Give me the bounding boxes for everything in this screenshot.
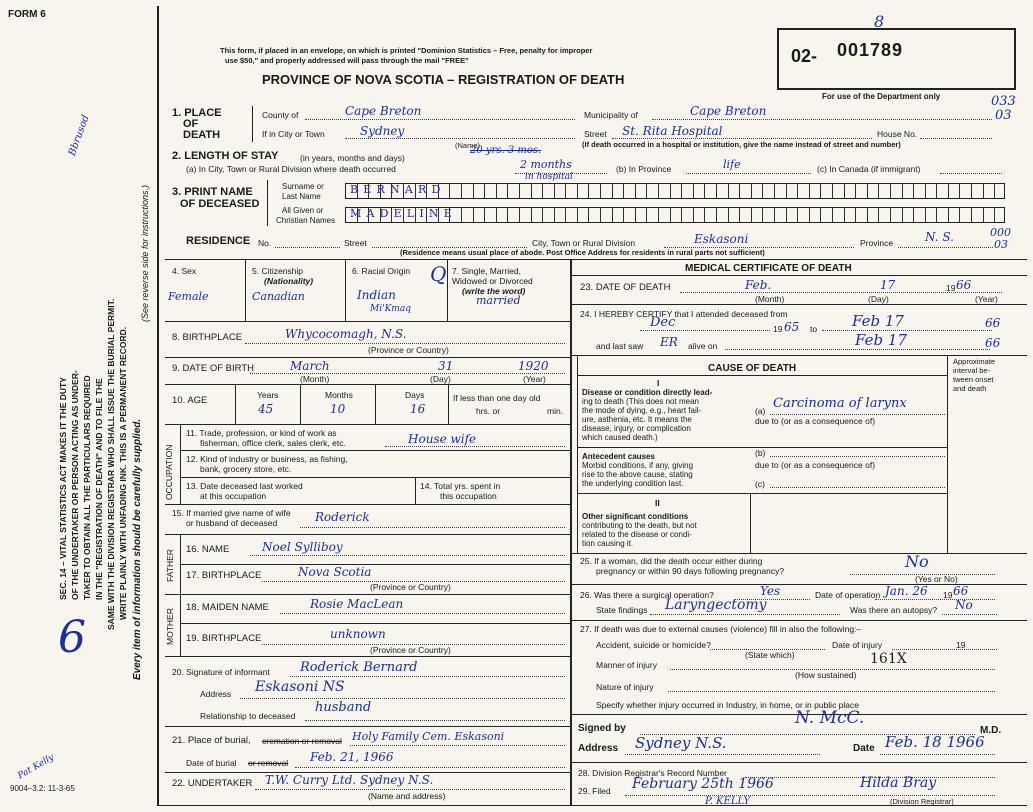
manner-mark: 161X xyxy=(870,651,907,667)
name-label-1: 3. PRINT NAME xyxy=(172,186,253,198)
nature-label: Nature of injury xyxy=(596,682,654,692)
alive-year: 66 xyxy=(985,336,1001,350)
city-label: If in City or Town xyxy=(262,129,325,139)
stay-label: 2. LENGTH OF STAY xyxy=(172,150,279,162)
cause-b-label: (b) xyxy=(755,448,766,458)
dept-code-1: 033 xyxy=(991,94,1016,109)
age-years-value: 45 xyxy=(258,402,274,416)
antecedent-2: Morbid conditions, if any, giving xyxy=(582,461,694,470)
spouse-label-2: or husband of deceased xyxy=(186,518,278,528)
disease-line-1: Disease or condition directly lead- xyxy=(582,388,713,397)
totalyrs-label-1: 14. Total yrs. spent in xyxy=(420,481,501,491)
dept-code-2: 03 xyxy=(995,108,1012,123)
burial-label: 21. Place of burial, xyxy=(172,735,251,746)
mother-birthplace-value: unknown xyxy=(330,627,386,641)
doctor-date-value: Feb. 18 1966 xyxy=(885,733,985,751)
dod-day-sub: (Day) xyxy=(868,294,889,304)
doctor-address-value: Sydney N.S. xyxy=(635,734,727,752)
informant-label: 20. Signature of informant xyxy=(172,667,270,677)
given-label-1: All Given or xyxy=(282,206,324,215)
interval-1: Approximate xyxy=(953,357,996,366)
name-label-2: OF DECEASED xyxy=(180,198,260,210)
dod-month-sub: (Month) xyxy=(755,294,785,304)
industry-label-1: 12. Kind of industry or business, as fishing, xyxy=(186,454,348,464)
alive-label: alive on xyxy=(688,341,718,351)
disease-line-6: which caused death.) xyxy=(582,433,658,442)
pregnancy-label-1: 25. If a woman, did the death occur either during xyxy=(580,556,763,566)
age-months-label: Months xyxy=(325,390,353,400)
postage-notice-1: This form, if placed in an envelope, on which is printed "Dominion Statistics – Free, penalty for improper xyxy=(220,46,593,55)
opdate-label: Date of operation xyxy=(815,590,881,600)
mother-name-label: 18. MAIDEN NAME xyxy=(186,602,269,613)
municipality-value: Cape Breton xyxy=(690,104,767,118)
city-value: Sydney xyxy=(360,124,405,138)
stay-a-label: (a) In City, Town or Rural Division where death occurred xyxy=(186,164,396,174)
registrar-sub: (Division Registrar) xyxy=(890,797,954,806)
stay-a-note: in hospital xyxy=(525,172,573,182)
citizenship-sub: (Nationality) xyxy=(264,276,314,286)
relationship-label: Relationship to deceased xyxy=(200,711,296,721)
mother-vertical: MOTHER xyxy=(165,608,175,645)
place-label-3: DEATH xyxy=(183,129,221,141)
undertaker-label: 22. UNDERTAKER xyxy=(172,778,253,789)
age-hrs: hrs. or xyxy=(476,406,501,416)
birthplace-value: Whycocomagh, N.S. xyxy=(285,327,407,341)
mother-birthplace-label: 19. BIRTHPLACE xyxy=(186,633,262,644)
disease-line-4: ure, asthenia, etc. It means the xyxy=(582,415,692,424)
statute-line-4: IN THE "REGISTRATION OF DEATH" AND TO FILE THE xyxy=(94,378,104,600)
specify-label: Specify whether injury occurred in Industry, in home, or in public place xyxy=(596,700,859,710)
certify-from-prefix: 19 xyxy=(773,324,783,334)
surgery-label: 26. Was there a surgical operation? xyxy=(580,590,714,600)
injury-date-prefix: 19 xyxy=(956,640,966,650)
age-years-label: Years xyxy=(257,390,279,400)
alive-date: Feb 17 xyxy=(855,331,907,349)
undertaker-value: T.W. Curry Ltd. Sydney N.S. xyxy=(265,773,434,787)
informant-address-label: Address xyxy=(200,689,232,699)
accident-label: Accident, suicide or homicide? xyxy=(596,640,711,650)
findings-label: State findings xyxy=(596,605,648,615)
certify-to-year: 66 xyxy=(985,316,1001,330)
dob-year-sub: (Year) xyxy=(523,374,546,384)
doctor-date-label: Date xyxy=(853,743,875,754)
dod-day: 17 xyxy=(880,278,896,292)
print-code: 9004–3.2: 11-3-65 xyxy=(10,784,75,793)
father-birthplace-label: 17. BIRTHPLACE xyxy=(186,570,262,581)
department-use-note: For use of the Department only xyxy=(822,92,941,101)
form-title: PROVINCE OF NOVA SCOTIA – REGISTRATION OF DEATH xyxy=(262,72,625,87)
stay-b-label: (b) In Province xyxy=(616,164,672,174)
pregnancy-label-2: pregnancy or within 90 days following pregnancy? xyxy=(596,566,785,576)
burial-value: Holy Family Cem. Eskasoni xyxy=(352,730,505,743)
residence-label: RESIDENCE xyxy=(186,235,251,247)
marital-value: married xyxy=(476,294,521,307)
father-birthplace-sub: (Province or Country) xyxy=(370,582,451,592)
dob-label: 9. DATE OF BIRTH xyxy=(172,363,254,374)
mother-name-value: Rosie MacLean xyxy=(310,597,404,611)
statute-line-3: TAKER TO OBTAIN ALL THE PARTICULARS REQUIRED xyxy=(82,375,92,600)
postage-notice-2: use $50," and properly addressed will pass through the mail "FREE" xyxy=(225,56,469,65)
roman-2: II xyxy=(655,498,660,508)
filed-value: February 25th 1966 xyxy=(632,776,774,792)
informant-value: Roderick Bernard xyxy=(300,660,418,675)
margin-note-handwritten: Bbrusod xyxy=(66,113,92,158)
citizenship-value: Canadian xyxy=(252,290,305,303)
certify-from: Dec xyxy=(650,315,676,330)
injury-date-label: Date of injury xyxy=(832,640,883,650)
manner-label: Manner of injury xyxy=(596,660,657,670)
dod-year-prefix: 19 xyxy=(946,283,956,293)
name-sub-label: (Name) xyxy=(455,141,481,150)
statute-line-2: OF THE UNDERTAKER OR PERSON ACTING AS UNDER- xyxy=(70,370,80,600)
sex-value: Female xyxy=(168,290,209,303)
undertaker-stamp: P. KELLY xyxy=(705,796,751,807)
given-value: MADELINE xyxy=(350,207,457,220)
place-label-1: 1. PLACE xyxy=(172,107,222,119)
age-days-label: Days xyxy=(405,390,425,400)
autopsy-label: Was there an autopsy? xyxy=(850,605,938,615)
hospital-note: (If death occurred in a hospital or institution, give the name instead of street and number) xyxy=(582,140,901,149)
street-value: St. Rita Hospital xyxy=(622,124,723,138)
trade-value: House wife xyxy=(408,432,477,446)
other-3: related to the disease or condi- xyxy=(582,530,692,539)
spouse-label-1: 15. If married give name of wife xyxy=(172,508,291,518)
interval-2: interval be- xyxy=(953,366,991,375)
other-2: contributing to the death, but not xyxy=(582,521,697,530)
place-label-2: OF xyxy=(183,118,199,130)
margin-six-handwritten: 6 xyxy=(58,612,86,663)
medical-title: MEDICAL CERTIFICATE OF DEATH xyxy=(685,263,852,274)
margin-name-handwritten: Pat Kelly xyxy=(16,752,56,782)
roman-1: I xyxy=(657,378,660,388)
residence-city-label: City, Town or Rural Division xyxy=(532,238,636,248)
dob-day-sub: (Day) xyxy=(430,374,451,384)
antecedent-1: Antecedent causes xyxy=(582,452,655,461)
father-birthplace-value: Nova Scotia xyxy=(298,565,372,579)
registrar-record-label: 28. Division Registrar's Record Number xyxy=(578,768,728,778)
reverse-note: (See reverse side for instructions.) xyxy=(140,184,150,322)
race-value: Indian xyxy=(357,288,396,302)
residence-code-1: 000 xyxy=(990,226,1011,239)
surname-label-2: Last Name xyxy=(282,192,321,201)
filed-label: 29. Filed xyxy=(578,786,611,796)
cause-a-value: Carcinoma of larynx xyxy=(773,396,907,411)
residence-street-label: Street xyxy=(344,238,367,248)
stay-sub: (in years, months and days) xyxy=(300,153,405,163)
statute-line-5: SAME WITH THE DIVISION REGISTRAR WHO SHALL ISSUE THE BURIAL PERMIT. xyxy=(106,298,116,630)
burial-date-label: Date of burial xyxy=(186,758,237,768)
burial-date-value: Feb. 21, 1966 xyxy=(310,750,394,764)
opdate-value: Jan. 26 xyxy=(885,584,928,598)
cause-title: CAUSE OF DEATH xyxy=(708,363,797,374)
certify-to-date: Feb 17 xyxy=(852,312,904,330)
dob-year: 1920 xyxy=(518,359,549,373)
cause-c-label: (c) xyxy=(755,479,765,489)
findings-value: Laryngectomy xyxy=(665,597,767,613)
instruction-note: Every item of information should be carefully supplied. xyxy=(132,418,143,680)
residence-prov-value: N. S. xyxy=(925,230,954,244)
marital-label-2: Widowed or Divorced xyxy=(452,276,533,286)
lastsaw-label: and last saw xyxy=(596,341,644,351)
surname-label-1: Surname or xyxy=(282,182,324,191)
statute-line-1: SEC. 14 – VITAL STATISTICS ACT MAKES IT THE DUTY xyxy=(58,377,68,600)
marital-label-3: (write the word) xyxy=(462,286,526,296)
burial-date-struck: or removal xyxy=(248,758,289,768)
dob-month-sub: (Month) xyxy=(300,374,330,384)
age-min: min. xyxy=(547,406,564,416)
age-days-value: 16 xyxy=(410,402,426,416)
father-name-value: Noel Sylliboy xyxy=(262,540,343,554)
yes-no-sub: (Yes or No) xyxy=(915,574,958,584)
relationship-value: husband xyxy=(315,700,372,715)
father-name-label: 16. NAME xyxy=(186,544,230,555)
antecedent-4: the underlying condition last. xyxy=(582,479,684,488)
spouse-value: Roderick xyxy=(315,510,370,524)
stay-a-value: 2 months xyxy=(520,158,572,171)
lastworked-label-2: at this occupation xyxy=(200,491,267,501)
informant-address-value: Eskasoni NS xyxy=(255,679,345,695)
reg-prefix: 02- xyxy=(791,46,818,66)
external-label: 27. If death was due to external causes (violence) fill in also the following:– xyxy=(580,624,862,634)
autopsy-value: No xyxy=(955,598,973,612)
disease-line-5: disease, injury, or complication xyxy=(582,424,691,433)
dod-label: 23. DATE OF DEATH xyxy=(580,282,671,293)
trade-label-1: 11. Trade, profession, or kind of work as xyxy=(186,428,337,438)
disease-line-3: the mode of dying, e.g., heart fail- xyxy=(582,406,702,415)
undertaker-sub: (Name and address) xyxy=(368,791,446,801)
reg-correction: 8 xyxy=(874,12,885,31)
given-label-2: Christian Names xyxy=(276,216,336,225)
due-to-1: due to (or as a consequence of) xyxy=(755,416,876,426)
lastsaw-mid: ER xyxy=(660,335,678,349)
house-label: House No. xyxy=(877,129,918,139)
residence-note: (Residence means usual place of abode. Post Office Address for residents in rural parts not sufficient) xyxy=(400,248,765,257)
interval-3: tween onset xyxy=(953,375,994,384)
stay-b-value: life xyxy=(723,158,741,171)
dob-day: 31 xyxy=(438,359,454,373)
other-1: Other significant conditions xyxy=(582,512,689,521)
doctor-address-label: Address xyxy=(578,743,619,754)
form-number: FORM 6 xyxy=(8,9,46,20)
citizenship-label: 5. Citizenship xyxy=(252,266,304,276)
md-label: M.D. xyxy=(980,725,1002,736)
interval-4: and death xyxy=(953,384,987,393)
stay-struck: 20 yrs. 3 mos. xyxy=(470,145,542,156)
surgery-value: Yes xyxy=(760,584,781,598)
residence-prov-label: Province xyxy=(860,238,894,248)
age-label: 10. AGE xyxy=(172,395,208,406)
dod-month: Feb. xyxy=(745,278,772,292)
burial-struck: cremation or removal xyxy=(262,736,342,746)
stay-c-label: (c) In Canada (if immigrant) xyxy=(817,164,921,174)
totalyrs-label-2: this occupation xyxy=(440,491,497,501)
dod-year: 66 xyxy=(956,278,972,292)
sex-label: 4. Sex xyxy=(172,266,197,276)
municipality-label: Municipality of xyxy=(584,110,638,120)
disease-line-2: ing to death (This does not mean xyxy=(582,397,699,406)
age-less-day: If less than one day old xyxy=(453,393,541,403)
how-sustained: (How sustained) xyxy=(795,670,857,680)
surname-value: BERNARD xyxy=(350,183,446,196)
reg-number: 001789 xyxy=(837,40,904,60)
certify-label: 24. I HEREBY CERTIFY that I attended deceased from xyxy=(580,309,788,319)
trade-label-2: fisherman, office clerk, sales clerk, etc. xyxy=(200,438,346,448)
other-4: tion causing it. xyxy=(582,539,634,548)
birthplace-sub: (Province or Country) xyxy=(368,345,449,355)
age-months-value: 10 xyxy=(330,402,346,416)
state-which: (State which) xyxy=(745,650,795,660)
county-value: Cape Breton xyxy=(345,104,422,118)
due-to-2: due to (or as a consequence of) xyxy=(755,460,876,470)
dod-year-sub: (Year) xyxy=(975,294,998,304)
dob-month: March xyxy=(290,359,330,373)
opdate-year: 66 xyxy=(953,584,969,598)
signed-value: N. McC. xyxy=(795,708,865,728)
signed-label: Signed by xyxy=(578,723,626,734)
industry-label-2: bank, grocery store, etc. xyxy=(200,464,292,474)
occupation-vertical: OCCUPATION xyxy=(164,444,174,500)
registrar-signature: Hilda Bray xyxy=(860,775,937,791)
residence-code-2: 03 xyxy=(994,238,1008,251)
registration-number-box xyxy=(777,12,1016,90)
birthplace-label: 8. BIRTHPLACE xyxy=(172,332,243,343)
residence-city-value: Eskasoni xyxy=(694,232,749,246)
race-label: 6. Racial Origin xyxy=(352,266,411,276)
cause-a-label: (a) xyxy=(755,406,766,416)
lastworked-label-1: 13. Date deceased last worked xyxy=(186,481,303,491)
father-vertical: FATHER xyxy=(165,549,175,582)
opdate-prefix: 19 xyxy=(943,590,953,600)
residence-no-label: No. xyxy=(258,238,272,248)
antecedent-3: rise to the above cause, stating xyxy=(582,470,693,479)
statute-line-6: WRITE PLAINLY WITH UNFADING INK. THIS IS A PERMANENT RECORD. xyxy=(118,326,128,620)
race-mark: Q xyxy=(430,262,447,286)
pregnancy-value: No xyxy=(905,552,929,571)
street-label: Street xyxy=(584,129,607,139)
county-label: County of xyxy=(262,110,299,120)
mother-birthplace-sub: (Province or Country) xyxy=(370,645,451,655)
race-value-2: Mi'Kmaq xyxy=(370,304,411,314)
certify-from-year: 65 xyxy=(784,320,800,334)
marital-label-1: 7. Single, Married, xyxy=(452,266,521,276)
certify-to-label: to xyxy=(810,324,818,334)
